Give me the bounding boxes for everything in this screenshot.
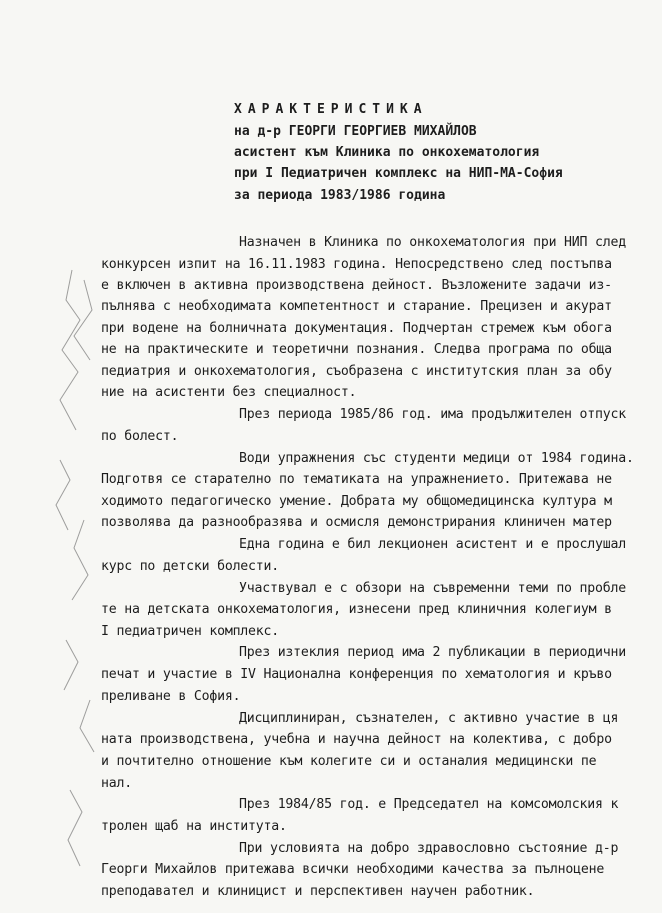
body-line-23: Дисциплиниран, съзнателен, с активно участие в ця — [239, 711, 619, 726]
body-line-5: при водене на болничната документация. Подчертан стремеж към обога — [101, 321, 612, 336]
subject-institution: при I Педиатричен комплекс на НИП-МА-София — [234, 166, 563, 181]
body-line-29: При условията на добро здравословно състояние д-р — [239, 841, 619, 856]
body-line-18: те на детската онкохематология, изнесени пред клиничния колегиум в — [101, 602, 612, 617]
subject-name: на д-р ГЕОРГИ ГЕОРГИЕВ МИХАЙЛОВ — [234, 124, 477, 139]
subject-position: асистент към Клиника по онкохематология — [234, 145, 540, 160]
body-line-13: ходимото педагогическо умение. Добрата му общомедицинска култура м — [101, 494, 612, 509]
body-line-1: Назначен в Клиника по онкохематология при НИП след — [239, 235, 626, 250]
body-line-7: педиатрия и онкохематология, съобразена с институтския план за обу — [101, 364, 612, 379]
body-line-3: е включен в активна производствена дейност. Възложените задачи из- — [101, 278, 612, 293]
body-line-14: позволява да разнообразява и осмисля демонстрирания клиничен матер — [101, 515, 612, 530]
body-line-10: по болест. — [101, 429, 179, 444]
body-line-20: През изтеклия период има 2 публикации в периодични — [239, 645, 626, 660]
body-line-27: През 1984/85 год. е Председател на комсомолския к — [239, 797, 619, 812]
body-line-31: преподавател и клиницист и перспективен научен работник. — [101, 884, 535, 899]
body-line-16: курс по детски болести. — [101, 559, 280, 574]
body-line-19: I педиатричен комплекс. — [101, 624, 280, 639]
body-line-2: конкурсен изпит на 16.11.1983 година. Непосредствено след постъпва — [101, 257, 612, 272]
body-line-6: не на практическите и теоретични познания. Следва програма по обща — [101, 342, 612, 357]
body-line-22: преливане в София. — [101, 689, 241, 704]
body-line-30: Георги Михайлов притежава всички необходими качества за пълноцене — [101, 862, 605, 877]
body-line-8: ние на асистенти без специалност. — [101, 385, 357, 400]
body-line-28: тролен щаб на института. — [101, 819, 287, 834]
document-title: ХАРАКТЕРИСТИКА — [234, 102, 428, 117]
body-line-24: ната производствена, учебна и научна дейност на колектива, с добро — [101, 732, 612, 747]
body-line-21: печат и участие в IV Национална конференция по хематология и кръво — [101, 667, 612, 682]
body-line-26: нал. — [101, 776, 132, 791]
body-line-4: пълнява с необходимата компетентност и старание. Прецизен и акурат — [101, 299, 612, 314]
body-line-15: Една година е бил лекционен асистент и е прослушал — [239, 537, 626, 552]
body-line-11: Води упражнения със студенти медици от 1984 година. — [239, 451, 634, 466]
body-line-25: и почтително отношение към колегите си и останалия медицински пе — [101, 754, 597, 769]
evaluation-period: за периода 1983/1986 година — [234, 188, 446, 203]
body-line-17: Участвувал е с обзори на съвременни теми по пробле — [239, 581, 626, 596]
body-line-12: Подготвя се старателно по тематиката на упражнението. Притежава не — [101, 472, 612, 487]
body-line-9: През периода 1985/86 год. има продължителен отпуск — [239, 407, 626, 422]
